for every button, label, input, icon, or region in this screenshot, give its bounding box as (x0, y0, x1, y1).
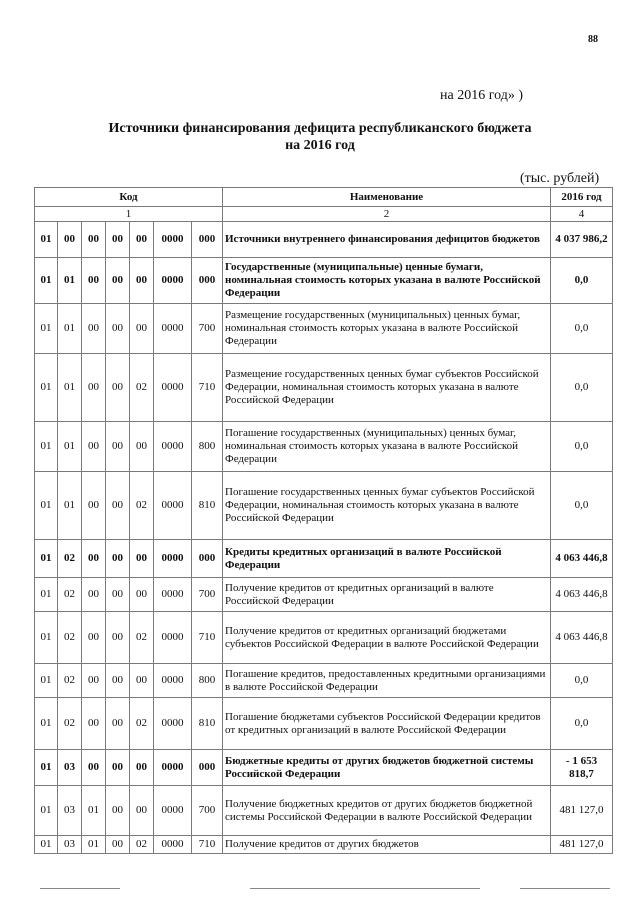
row-amount: 0,0 (551, 698, 613, 750)
code-segment: 0000 (154, 472, 192, 540)
code-segment: 01 (35, 422, 58, 472)
code-segment: 00 (82, 540, 106, 578)
header-code: Код (35, 188, 223, 207)
row-amount: 0,0 (551, 258, 613, 304)
row-amount: 0,0 (551, 304, 613, 354)
page-number: 88 (588, 34, 598, 45)
code-segment: 00 (82, 612, 106, 664)
row-amount: 0,0 (551, 472, 613, 540)
row-amount: 4 063 446,8 (551, 612, 613, 664)
code-segment: 03 (58, 750, 82, 786)
row-amount: 481 127,0 (551, 836, 613, 854)
code-segment: 000 (192, 750, 223, 786)
code-segment: 700 (192, 786, 223, 836)
code-segment: 00 (82, 472, 106, 540)
code-segment: 01 (82, 786, 106, 836)
code-segment: 01 (35, 354, 58, 422)
code-segment: 0000 (154, 612, 192, 664)
code-segment: 0000 (154, 540, 192, 578)
code-segment: 01 (35, 836, 58, 854)
code-segment: 00 (106, 258, 130, 304)
code-segment: 01 (35, 698, 58, 750)
row-name: Получение кредитов от кредитных организаций в валюте Российской Федерации (223, 578, 551, 612)
row-amount: 0,0 (551, 664, 613, 698)
table-row (35, 786, 613, 836)
code-segment: 01 (35, 578, 58, 612)
code-segment: 00 (130, 258, 154, 304)
header-name: Наименование (223, 188, 551, 207)
code-segment: 02 (130, 354, 154, 422)
code-segment: 02 (58, 698, 82, 750)
document-title (60, 120, 580, 154)
code-segment: 02 (58, 664, 82, 698)
table-row (35, 540, 613, 578)
table-row (35, 354, 613, 422)
document-title-line-2: на 2016 год (285, 138, 355, 153)
code-segment: 00 (130, 578, 154, 612)
row-name: Погашение бюджетами субъектов Российской Федерации кредитов от кредитных организаций в валюте Российской Федерации (223, 698, 551, 750)
code-segment: 0000 (154, 750, 192, 786)
code-segment: 00 (82, 698, 106, 750)
footer-rule-left (40, 888, 120, 889)
code-segment: 01 (35, 222, 58, 258)
row-amount: 4 063 446,8 (551, 578, 613, 612)
row-amount: 0,0 (551, 354, 613, 422)
table-row (35, 258, 613, 304)
code-segment: 710 (192, 612, 223, 664)
code-segment: 800 (192, 422, 223, 472)
code-segment: 00 (106, 304, 130, 354)
code-segment: 0000 (154, 664, 192, 698)
code-segment: 00 (106, 664, 130, 698)
code-segment: 700 (192, 304, 223, 354)
code-segment: 00 (130, 304, 154, 354)
code-segment: 710 (192, 836, 223, 854)
row-name: Размещение государственных (муниципальных) ценных бумаг, номинальная стоимость которых указана в валюте Российской Федерации (223, 304, 551, 354)
row-amount: 4 063 446,8 (551, 540, 613, 578)
code-segment: 00 (106, 354, 130, 422)
table-row (35, 750, 613, 786)
row-amount: 4 037 986,2 (551, 222, 613, 258)
code-segment: 00 (106, 836, 130, 854)
code-segment: 800 (192, 664, 223, 698)
code-segment: 01 (35, 304, 58, 354)
table-row (35, 304, 613, 354)
row-amount: - 1 653 818,7 (551, 750, 613, 786)
document-title-line-1: Источники финансирования дефицита республиканского бюджета (108, 121, 532, 136)
code-segment: 0000 (154, 258, 192, 304)
code-segment: 02 (130, 698, 154, 750)
code-segment: 0000 (154, 422, 192, 472)
code-segment: 01 (58, 354, 82, 422)
column-number-code: 1 (35, 207, 223, 222)
code-segment: 0000 (154, 354, 192, 422)
row-name: Кредиты кредитных организаций в валюте Российской Федерации (223, 540, 551, 578)
code-segment: 01 (82, 836, 106, 854)
code-segment: 00 (82, 578, 106, 612)
code-segment: 0000 (154, 836, 192, 854)
code-segment: 02 (58, 612, 82, 664)
column-number-name: 2 (223, 207, 551, 222)
row-name: Государственные (муниципальные) ценные бумаги, номинальная стоимость которых указана в валюте Российской Федерации (223, 258, 551, 304)
row-amount: 481 127,0 (551, 786, 613, 836)
code-segment: 01 (35, 612, 58, 664)
code-segment: 00 (82, 258, 106, 304)
code-segment: 0000 (154, 786, 192, 836)
row-name: Получение бюджетных кредитов от других бюджетов бюджетной системы Российской Федерации в валюте Российской Федерации (223, 786, 551, 836)
table-row (35, 664, 613, 698)
code-segment: 00 (82, 750, 106, 786)
code-segment: 00 (82, 664, 106, 698)
code-segment: 00 (58, 222, 82, 258)
code-segment: 810 (192, 698, 223, 750)
code-segment: 00 (106, 472, 130, 540)
financing-sources-table (34, 187, 613, 854)
code-segment: 0000 (154, 578, 192, 612)
row-name: Получение кредитов от других бюджетов (223, 836, 551, 854)
code-segment: 01 (58, 304, 82, 354)
code-segment: 00 (130, 422, 154, 472)
code-segment: 00 (106, 786, 130, 836)
table-body (35, 222, 613, 854)
code-segment: 00 (106, 750, 130, 786)
table-row (35, 222, 613, 258)
row-name: Погашение государственных (муниципальных) ценных бумаг, номинальная стоимость которых указана в валюте Российской Федерации (223, 422, 551, 472)
code-segment: 01 (35, 750, 58, 786)
code-segment: 02 (58, 578, 82, 612)
table-row (35, 836, 613, 854)
column-number-row (35, 207, 613, 222)
table-row (35, 472, 613, 540)
code-segment: 01 (58, 422, 82, 472)
code-segment: 02 (130, 612, 154, 664)
table-row (35, 422, 613, 472)
code-segment: 01 (35, 258, 58, 304)
code-segment: 01 (35, 786, 58, 836)
row-amount: 0,0 (551, 422, 613, 472)
appendix-title-tail: на 2016 год» ) (440, 88, 523, 103)
code-segment: 00 (82, 222, 106, 258)
code-segment: 01 (35, 540, 58, 578)
code-segment: 00 (82, 354, 106, 422)
code-segment: 710 (192, 354, 223, 422)
code-segment: 00 (106, 612, 130, 664)
code-segment: 01 (35, 664, 58, 698)
row-name: Источники внутреннего финансирования дефицитов бюджетов (223, 222, 551, 258)
code-segment: 810 (192, 472, 223, 540)
header-amount: 2016 год (551, 188, 613, 207)
code-segment: 000 (192, 540, 223, 578)
row-name: Погашение государственных ценных бумаг субъектов Российской Федерации, номинальная стоимость которых указана в валюте Российской Федерации (223, 472, 551, 540)
code-segment: 01 (58, 472, 82, 540)
code-segment: 0000 (154, 304, 192, 354)
code-segment: 00 (106, 698, 130, 750)
table-row (35, 578, 613, 612)
code-segment: 000 (192, 222, 223, 258)
code-segment: 00 (106, 222, 130, 258)
footer-rule-center (250, 888, 480, 889)
column-number-amount: 4 (551, 207, 613, 222)
code-segment: 00 (130, 222, 154, 258)
code-segment: 00 (106, 540, 130, 578)
row-name: Погашение кредитов, предоставленных кредитными организациями в валюте Российской Федерации (223, 664, 551, 698)
code-segment: 00 (130, 750, 154, 786)
code-segment: 00 (82, 304, 106, 354)
units-label: (тыс. рублей) (520, 171, 600, 186)
row-name: Получение кредитов от кредитных организаций бюджетами субъектов Российской Федерации в валюте Российской Федерации (223, 612, 551, 664)
table-header-row (35, 188, 613, 207)
code-segment: 03 (58, 786, 82, 836)
code-segment: 700 (192, 578, 223, 612)
row-name: Бюджетные кредиты от других бюджетов бюджетной системы Российской Федерации (223, 750, 551, 786)
code-segment: 00 (130, 540, 154, 578)
code-segment: 00 (130, 786, 154, 836)
code-segment: 0000 (154, 698, 192, 750)
code-segment: 00 (106, 578, 130, 612)
code-segment: 02 (130, 472, 154, 540)
table-row (35, 698, 613, 750)
code-segment: 0000 (154, 222, 192, 258)
code-segment: 02 (130, 836, 154, 854)
table-row (35, 612, 613, 664)
code-segment: 00 (82, 422, 106, 472)
code-segment: 03 (58, 836, 82, 854)
footer-rule-right (520, 888, 610, 889)
code-segment: 00 (106, 422, 130, 472)
code-segment: 00 (130, 664, 154, 698)
code-segment: 02 (58, 540, 82, 578)
code-segment: 01 (35, 472, 58, 540)
row-name: Размещение государственных ценных бумаг субъектов Российской Федерации, номинальная стоимость которых указана в валюте Российской Федерации (223, 354, 551, 422)
code-segment: 01 (58, 258, 82, 304)
code-segment: 000 (192, 258, 223, 304)
